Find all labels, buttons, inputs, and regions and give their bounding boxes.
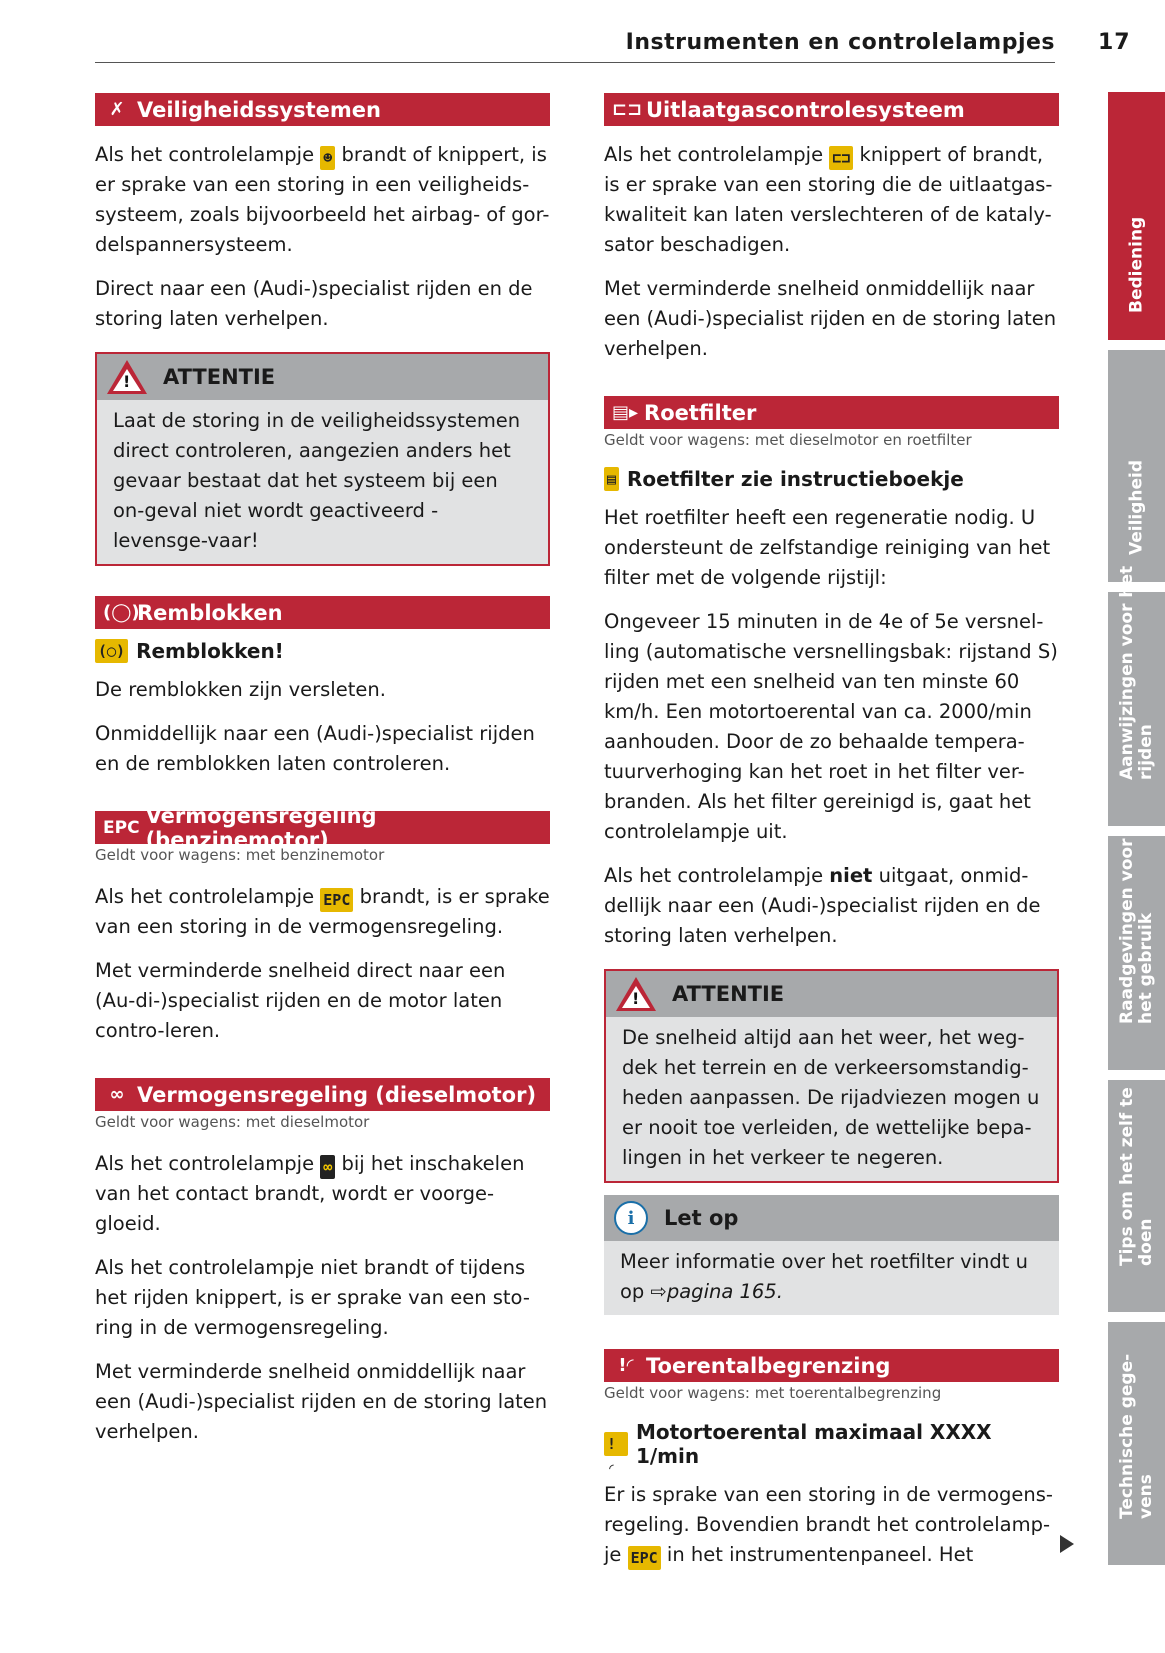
particle-filter-lamp-icon: ▤ xyxy=(604,467,619,491)
message-title: (◯) Remblokken! xyxy=(95,639,550,663)
applicability-note: Geldt voor wagens: met benzinemotor xyxy=(95,846,385,864)
engine-icon: ⊏⊐ xyxy=(612,99,643,120)
paragraph: Als het controlelampje ☻ brandt of knippert, is er sprake van een storing in een veiligheids-systeem, zoals bijvoorbeeld het airbag- of gor-delspannersysteem. xyxy=(95,143,550,256)
rpm-limit-icon: !◜ xyxy=(618,1355,634,1376)
rpm-limit-lamp-icon: !◜ xyxy=(604,1432,628,1456)
paragraph: Met verminderde snelheid direct naar een (Au-di-)specialist rijden en de motor laten contro-leren. xyxy=(95,959,506,1042)
section-header-diesel: ∞ Vermogensregeling (dieselmotor) xyxy=(95,1078,550,1111)
warning-header: ! ATTENTIE xyxy=(97,354,548,400)
warning-box xyxy=(95,352,550,566)
section-header-safety: ✗ Veiligheidssystemen xyxy=(95,93,550,126)
right-column xyxy=(604,93,1059,1584)
left-column xyxy=(95,93,550,1461)
note-box xyxy=(604,1195,1059,1315)
epc-icon: EPC xyxy=(103,817,140,838)
page-header xyxy=(95,28,1055,63)
tab-tips[interactable]: Tips om het zelf te doen xyxy=(1108,1080,1165,1312)
paragraph: Er is sprake van een storing in de vermogens-regeling. Bovendien brandt het controlelamp-je EPC in het instrumentenpaneel. Het xyxy=(604,1480,1059,1570)
note-header: i Let op xyxy=(604,1195,1059,1241)
engine-lamp-icon: ⊏⊐ xyxy=(829,146,853,170)
airbag-warning-lamp-icon: ☻ xyxy=(320,146,335,170)
section-header-brake-pads: (◯) Remblokken xyxy=(95,596,550,629)
info-icon: i xyxy=(614,1201,648,1235)
paragraph: De remblokken zijn versleten. xyxy=(95,678,386,701)
paragraph: Onmiddellijk naar een (Audi-)specialist rijden en de remblokken laten controleren. xyxy=(95,722,535,775)
paragraph: Als het controlelampje ∞ bij het inschakelen van het contact brandt, wordt er voorge-gloeid. xyxy=(95,1152,525,1235)
glow-plug-icon: ∞ xyxy=(109,1084,125,1105)
paragraph: Als het controlelampje niet uitgaat, onmid-dellijk naar een (Audi-)specialist rijden en de storing laten verhelpen. xyxy=(604,864,1041,947)
brake-pad-icon: (◯) xyxy=(103,602,140,623)
glow-plug-lamp-icon: ∞ xyxy=(320,1155,335,1179)
section-header-exhaust: ⊏⊐ Uitlaatgascontrolesysteem xyxy=(604,93,1059,126)
warning-triangle-icon: ! xyxy=(107,360,147,394)
paragraph: Als het controlelampje niet brandt of tijdens het rijden knippert, is er sprake van een sto-ring in de vermogensregeling. xyxy=(95,1256,530,1339)
page-ref-arrow-icon: ⇨ xyxy=(650,1280,667,1303)
paragraph: Direct naar een (Audi-)specialist rijden en de storing laten verhelpen. xyxy=(95,277,533,330)
warning-box xyxy=(604,969,1059,1183)
paragraph: Het roetfilter heeft een regeneratie nodig. U ondersteunt de zelfstandige reiniging van het filter met de volgende rijstijl: xyxy=(604,506,1051,589)
applicability-note: Geldt voor wagens: met dieselmotor xyxy=(95,1113,370,1131)
section-header-rpm-limit: !◜ Toerentalbegrenzing xyxy=(604,1349,1059,1382)
message-title: !◜ Motortoerental maximaal XXXX 1/min xyxy=(604,1420,1059,1468)
section-header-soot-filter: ▤▸ Roetfilter xyxy=(604,396,1059,429)
epc-lamp-icon: EPC xyxy=(628,1546,661,1570)
note-text: Meer informatie over het roetfilter vindt u op ⇨pagina 165. xyxy=(620,1250,1028,1303)
tab-veiligheid[interactable]: Veiligheid xyxy=(1108,350,1165,582)
page-reference-link[interactable]: pagina 165. xyxy=(666,1280,783,1303)
paragraph: Ongeveer 15 minuten in de 4e of 5e versnel-ling (automatische versnellingsbak: rijstand S) rijden met een snelheid van ten minste 60 km/h. Een motortoerental van ca. 2000/min aanhouden. Door de zo behaalde tempera-tuurverhoging kan het roet in het filter ver-branden. Als het filter gereinigd is, gaat het controlelampje uit. xyxy=(604,610,1058,843)
page-number: 17 xyxy=(1098,30,1131,55)
seatbelt-icon: ✗ xyxy=(109,99,125,120)
paragraph: Met verminderde snelheid onmiddellijk naar een (Audi-)specialist rijden en de storing laten verhelpen. xyxy=(95,1360,548,1443)
particle-filter-icon: ▤▸ xyxy=(612,402,639,423)
epc-lamp-icon: EPC xyxy=(320,888,353,912)
warning-header: ! ATTENTIE xyxy=(606,971,1057,1017)
section-header-epc: EPC Vermogensregeling (benzinemotor) xyxy=(95,811,550,844)
tab-technische-gegevens[interactable]: Technische gege-vens xyxy=(1108,1322,1165,1565)
tab-aanwijzingen[interactable]: Aanwijzingen voor het rijden xyxy=(1108,592,1165,826)
warning-text: De snelheid altijd aan het weer, het weg-dek het terrein en de verkeersomstandig-heden aanpassen. De rijadviezen mogen u er nooit toe verleiden, de wettelijke bepa-lingen in het verkeer te negeren. xyxy=(622,1026,1040,1169)
applicability-note: Geldt voor wagens: met dieselmotor en roetfilter xyxy=(604,431,972,449)
tab-raadgevingen[interactable]: Raadgevingen voor het gebruik xyxy=(1108,836,1165,1070)
paragraph: Als het controlelampje ⊏⊐ knippert of brandt, is er sprake van een storing die de uitlaatgas-kwaliteit kan laten verslechteren of de kataly-sator beschadigen. xyxy=(604,143,1053,256)
header-title: Instrumenten en controlelampjes xyxy=(625,30,1055,55)
message-title: ▤ Roetfilter zie instructieboekje xyxy=(604,467,1059,491)
warning-text: Laat de storing in de veiligheidssystemen direct controleren, aangezien anders het gevaar bestaat dat het systeem bij een on-geval niet wordt geactiveerd - levensge-vaar! xyxy=(113,409,521,552)
applicability-note: Geldt voor wagens: met toerentalbegrenzing xyxy=(604,1384,942,1402)
tab-bediening[interactable]: Bediening xyxy=(1108,92,1165,340)
brake-pad-lamp-icon: (◯) xyxy=(95,639,128,663)
paragraph: Als het controlelampje EPC brandt, is er sprake van een storing in de vermogensregeling. xyxy=(95,885,550,938)
continue-arrow-icon xyxy=(1060,1535,1074,1553)
warning-triangle-icon: ! xyxy=(616,977,656,1011)
paragraph: Met verminderde snelheid onmiddellijk naar een (Audi-)specialist rijden en de storing laten verhelpen. xyxy=(604,277,1057,360)
